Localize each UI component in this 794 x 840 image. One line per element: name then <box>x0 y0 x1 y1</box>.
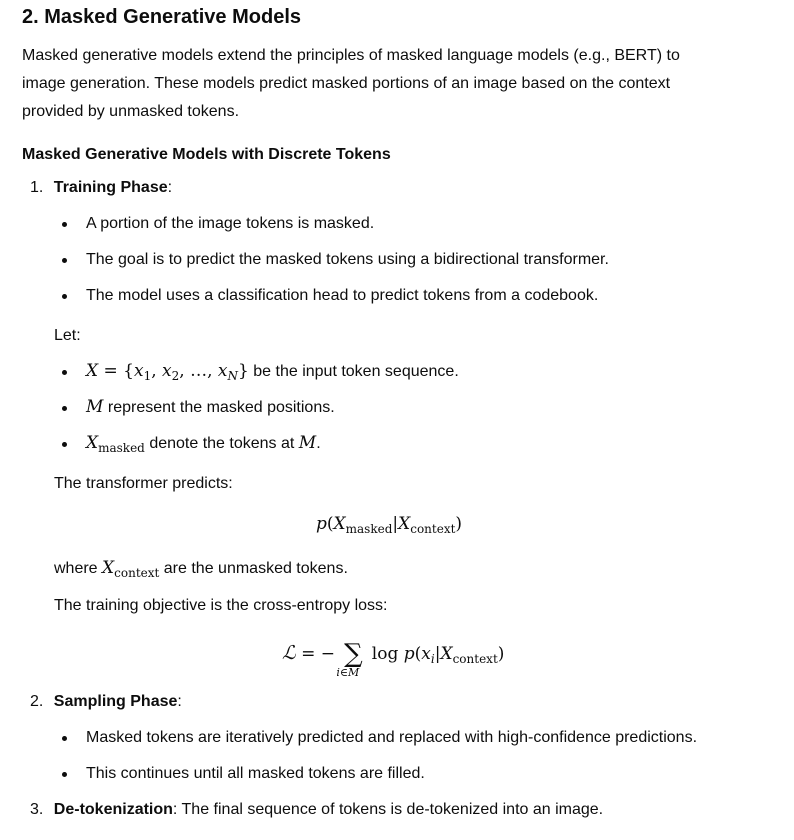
bullet-dot <box>62 736 67 741</box>
bullet-text: This continues until all masked tokens are filled. <box>86 765 425 782</box>
intro-paragraph: Masked generative models extend the principles of masked language models (e.g., BERT) to image generation. These models predict masked portions of an image based on the context provided by unmasked tokens. <box>22 47 680 120</box>
item-suffix: : The final sequence of tokens is de-tokenized into an image. <box>172 801 604 818</box>
where-text: where $X_{context}$ are the unmasked tokens. <box>54 558 348 580</box>
list-number: 1. <box>30 179 44 196</box>
bullet-text: A portion of the image tokens is masked. <box>86 215 375 232</box>
let-bullet-text: represent the masked positions. <box>107 399 335 416</box>
let-bullet-text: denote the tokens at <box>149 435 295 452</box>
let-bullet-text: be the input token sequence. <box>253 363 459 380</box>
item-label: Training Phase <box>53 179 168 196</box>
item-label: De-tokenization <box>53 801 173 818</box>
bullet-text: Masked tokens are iteratively predicted and replaced with high-confidence predictions. <box>86 729 698 746</box>
section-title: 2. Masked Generative Models <box>22 6 302 28</box>
bullet-dot <box>62 406 67 411</box>
math-sequence: $X = \{x_1$, $x_2$, …, $x_N$} <box>86 361 249 383</box>
let-bullet-masked-tokens: $X_{masked}$ denote the tokens at M. <box>86 433 321 455</box>
list-item-sampling <box>30 693 182 711</box>
equation-prediction: $p(X_{masked}|X_{context})$ <box>316 514 463 536</box>
item-label: Sampling Phase <box>53 693 178 710</box>
let-label: Let: <box>54 327 81 344</box>
bullet-text: The goal is to predict the masked tokens using a bidirectional transformer. <box>86 251 609 268</box>
math-x-masked: $X_{masked}$ <box>86 433 145 455</box>
subheading: Masked Generative Models with Discrete Tokens <box>22 146 391 163</box>
bullet-dot <box>62 370 67 375</box>
list-item-detokenization <box>30 801 603 819</box>
list-item-training <box>30 179 172 197</box>
item-suffix: : <box>177 693 182 710</box>
bullet-dot <box>62 258 67 263</box>
objective-text: The training objective is the cross-entropy loss: <box>54 597 388 614</box>
bullet-dot <box>62 772 67 777</box>
item-suffix: : <box>167 179 173 196</box>
bullet-dot <box>62 294 67 299</box>
math-m: M <box>86 397 104 417</box>
equation-loss: ℒ = − ∑ i∈M $\log p(x_i|X_{context})$ <box>282 639 505 679</box>
bullet-text: The model uses a classification head to predict tokens from a codebook. <box>86 287 599 304</box>
bullet-dot <box>62 222 67 227</box>
list-number: 2. <box>30 693 44 710</box>
bullet-dot <box>62 442 67 447</box>
let-bullet-sequence <box>86 361 459 381</box>
list-number: 3. <box>30 801 44 818</box>
predicts-text: The transformer predicts: <box>54 475 233 492</box>
let-bullet-masked-positions <box>86 397 335 417</box>
